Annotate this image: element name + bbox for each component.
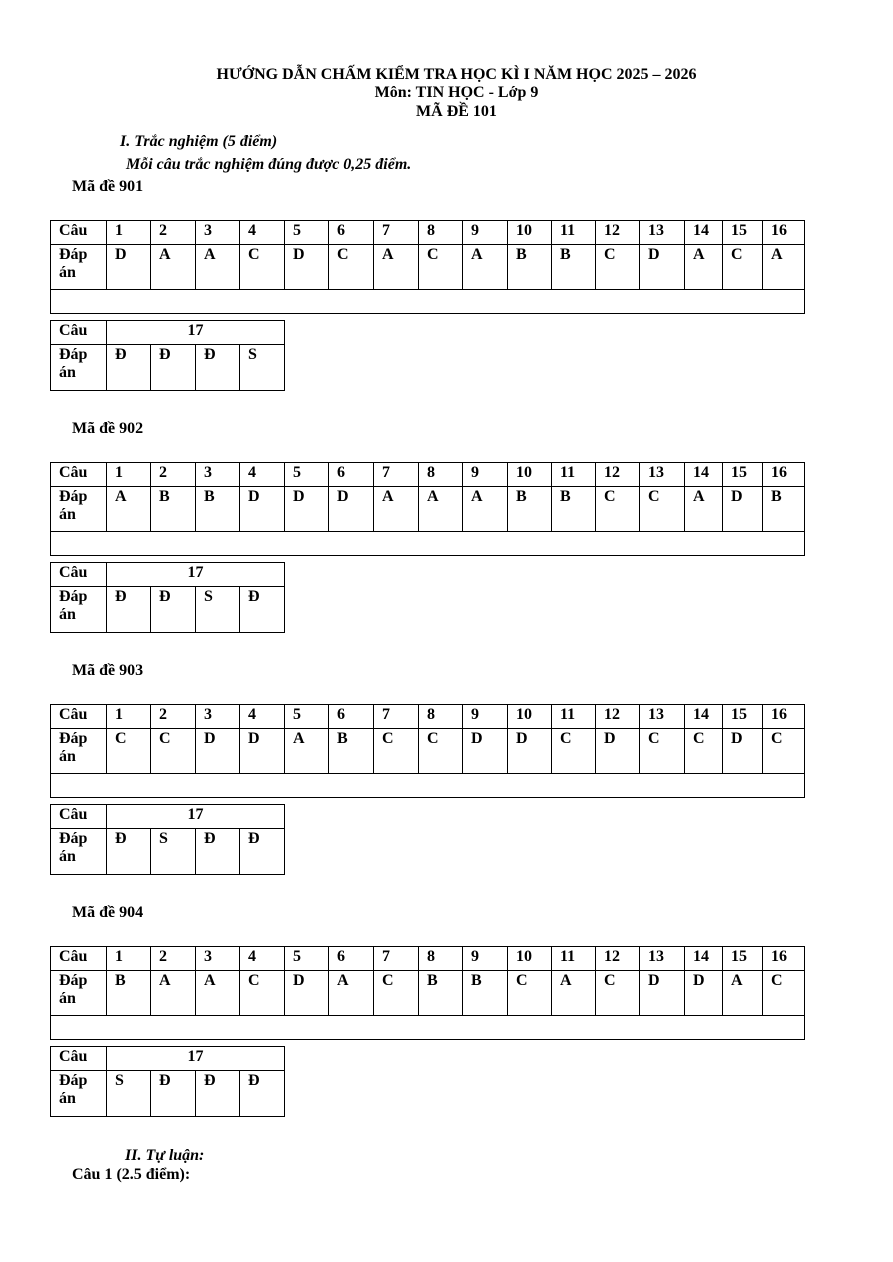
an-label: án (59, 1090, 76, 1107)
true-false-table (50, 804, 285, 875)
tf-answer-cell: S (196, 587, 240, 633)
question-number-cell: 13 (640, 221, 685, 245)
answer-cell: C (763, 971, 805, 1016)
question-number-cell: 16 (763, 705, 805, 729)
answer-cell: D (723, 729, 763, 774)
answer-cell: C (151, 729, 196, 774)
dap-an-header-cell (51, 245, 107, 290)
question-number-cell: 2 (151, 705, 196, 729)
question-number-cell: 10 (508, 221, 552, 245)
version-code-label: Mã đề 901 (72, 178, 144, 195)
answer-cell: A (196, 245, 240, 290)
answer-row (51, 245, 805, 290)
answer-cell: B (508, 245, 552, 290)
cau-header-cell: Câu (51, 321, 107, 345)
question-number-row (51, 705, 805, 729)
question-number-cell: 2 (151, 947, 196, 971)
version-code-label: Mã đề 902 (72, 420, 144, 437)
answer-cell: C (329, 245, 374, 290)
question-number-cell: 8 (419, 221, 463, 245)
answer-cell: A (419, 487, 463, 532)
question-number-cell: 14 (685, 463, 723, 487)
empty-row (51, 774, 805, 798)
dap-label: Đáp (59, 830, 88, 847)
version-code-label: Mã đề 903 (72, 662, 144, 679)
an-label: án (59, 506, 76, 523)
answer-cell: D (240, 487, 285, 532)
question-number-cell: 3 (196, 463, 240, 487)
answer-table (50, 946, 805, 1040)
essay-question-1-label: Câu 1 (2.5 điểm): (72, 1166, 191, 1183)
answer-cell: A (107, 487, 151, 532)
question-number-cell: 9 (463, 705, 508, 729)
question-number-cell: 12 (596, 947, 640, 971)
tf-answer-row (51, 587, 285, 633)
question-number-row (51, 463, 805, 487)
question-number-cell: 5 (285, 221, 329, 245)
dap-label: Đáp (59, 588, 88, 605)
question-number-cell: 11 (552, 221, 596, 245)
dap-label: Đáp (59, 246, 88, 263)
tf-header-row (51, 321, 285, 345)
answer-cell: C (640, 487, 685, 532)
tf-answer-cell: Đ (151, 587, 196, 633)
answer-cell: B (552, 487, 596, 532)
question-number-cell: 3 (196, 221, 240, 245)
answer-cell: C (374, 971, 419, 1016)
answer-cell: A (285, 729, 329, 774)
answer-cell: A (552, 971, 596, 1016)
answer-cell: D (640, 971, 685, 1016)
question-number-cell: 6 (329, 705, 374, 729)
empty-cell (51, 532, 805, 556)
answer-table (50, 220, 805, 314)
question-number-cell: 7 (374, 947, 419, 971)
question-number-cell: 15 (723, 221, 763, 245)
question-number-cell: 3 (196, 705, 240, 729)
tf-answer-cell: Đ (151, 1071, 196, 1117)
answer-cell: C (763, 729, 805, 774)
section-multiple-choice-title: I. Trắc nghiệm (5 điểm) (120, 133, 278, 150)
empty-cell (51, 774, 805, 798)
answer-cell: B (552, 245, 596, 290)
dap-an-header-cell (51, 487, 107, 532)
tf-answer-cell: Đ (240, 587, 285, 633)
tf-answer-row (51, 1071, 285, 1117)
question-number-cell: 9 (463, 463, 508, 487)
question-number-row (51, 221, 805, 245)
answer-cell: C (640, 729, 685, 774)
answer-cell: B (151, 487, 196, 532)
tf-answer-row (51, 829, 285, 875)
question-number-cell: 11 (552, 947, 596, 971)
tf-header-row (51, 563, 285, 587)
question-number-cell: 4 (240, 947, 285, 971)
question-number-cell: 1 (107, 947, 151, 971)
true-false-table (50, 320, 285, 391)
dap-label: Đáp (59, 972, 88, 989)
an-label: án (59, 264, 76, 281)
an-label: án (59, 606, 76, 623)
answer-cell: C (240, 245, 285, 290)
answer-cell: D (596, 729, 640, 774)
question-number-cell: 16 (763, 947, 805, 971)
answer-cell: C (419, 245, 463, 290)
empty-row (51, 532, 805, 556)
answer-cell: A (685, 487, 723, 532)
answer-cell: C (596, 971, 640, 1016)
answer-cell: A (463, 245, 508, 290)
answer-cell: A (463, 487, 508, 532)
dap-an-header-cell (51, 971, 107, 1016)
answer-cell: D (329, 487, 374, 532)
answer-cell: D (508, 729, 552, 774)
question-number-cell: 6 (329, 463, 374, 487)
answer-cell: C (596, 245, 640, 290)
answer-cell: D (107, 245, 151, 290)
question-number-cell: 1 (107, 705, 151, 729)
cau-header-cell: Câu (51, 1047, 107, 1071)
dap-an-header-cell (51, 1071, 107, 1117)
an-label: án (59, 748, 76, 765)
empty-row (51, 1016, 805, 1040)
question-number-cell: 5 (285, 947, 329, 971)
question-number-cell: 4 (240, 705, 285, 729)
answer-cell: D (196, 729, 240, 774)
answer-cell: D (285, 245, 329, 290)
question-number-cell: 12 (596, 705, 640, 729)
tf-answer-cell: Đ (196, 1071, 240, 1117)
tf-answer-cell: Đ (107, 829, 151, 875)
an-label: án (59, 848, 76, 865)
exam-code-line: MÃ ĐỀ 101 (416, 103, 497, 120)
question-number-cell: 4 (240, 463, 285, 487)
tf-answer-cell: S (107, 1071, 151, 1117)
answer-cell: B (107, 971, 151, 1016)
question-number-cell: 4 (240, 221, 285, 245)
answer-cell: B (196, 487, 240, 532)
cau-header-cell: Câu (51, 705, 107, 729)
answer-cell: B (419, 971, 463, 1016)
question-number-cell: 15 (723, 463, 763, 487)
cau-header-cell: Câu (51, 463, 107, 487)
answer-cell: B (508, 487, 552, 532)
dap-an-header-cell (51, 345, 107, 391)
question-number-cell: 12 (596, 463, 640, 487)
dap-label: Đáp (59, 1072, 88, 1089)
answer-cell: C (723, 245, 763, 290)
cau-header-cell: Câu (51, 221, 107, 245)
answer-cell: A (723, 971, 763, 1016)
question-17-cell: 17 (107, 805, 285, 829)
cau-header-cell: Câu (51, 563, 107, 587)
question-17-cell: 17 (107, 563, 285, 587)
section-essay-title: II. Tự luận: (125, 1147, 205, 1164)
question-number-cell: 14 (685, 221, 723, 245)
answer-cell: C (685, 729, 723, 774)
question-17-cell: 17 (107, 321, 285, 345)
question-number-cell: 2 (151, 463, 196, 487)
dap-label: Đáp (59, 346, 88, 363)
answer-cell: B (463, 971, 508, 1016)
answer-cell: C (107, 729, 151, 774)
question-number-cell: 13 (640, 705, 685, 729)
empty-cell (51, 290, 805, 314)
answer-row (51, 971, 805, 1016)
tf-answer-cell: S (240, 345, 285, 391)
dap-an-header-cell (51, 829, 107, 875)
question-number-cell: 1 (107, 221, 151, 245)
question-number-cell: 16 (763, 221, 805, 245)
answer-cell: D (723, 487, 763, 532)
answer-cell: A (151, 245, 196, 290)
question-number-cell: 7 (374, 463, 419, 487)
answer-cell: C (508, 971, 552, 1016)
scoring-note: Mỗi câu trắc nghiệm đúng được 0,25 điểm. (126, 156, 412, 173)
tf-answer-cell: Đ (240, 1071, 285, 1117)
question-number-cell: 10 (508, 947, 552, 971)
cau-header-cell: Câu (51, 805, 107, 829)
answer-table (50, 462, 805, 556)
question-number-cell: 9 (463, 947, 508, 971)
question-number-cell: 14 (685, 705, 723, 729)
answer-cell: B (763, 487, 805, 532)
question-number-cell: 7 (374, 221, 419, 245)
question-17-cell: 17 (107, 1047, 285, 1071)
dap-an-header-cell (51, 729, 107, 774)
question-number-cell: 3 (196, 947, 240, 971)
tf-answer-row (51, 345, 285, 391)
question-number-cell: 13 (640, 463, 685, 487)
question-number-cell: 10 (508, 705, 552, 729)
question-number-cell: 14 (685, 947, 723, 971)
empty-cell (51, 1016, 805, 1040)
question-number-cell: 2 (151, 221, 196, 245)
question-number-cell: 9 (463, 221, 508, 245)
answer-row (51, 729, 805, 774)
answer-cell: A (374, 245, 419, 290)
answer-cell: C (374, 729, 419, 774)
answer-cell: C (240, 971, 285, 1016)
dap-label: Đáp (59, 488, 88, 505)
question-number-cell: 5 (285, 705, 329, 729)
answer-cell: A (151, 971, 196, 1016)
question-number-cell: 6 (329, 947, 374, 971)
answer-cell: D (285, 487, 329, 532)
tf-header-row (51, 805, 285, 829)
question-number-cell: 11 (552, 705, 596, 729)
answer-cell: A (763, 245, 805, 290)
question-number-cell: 10 (508, 463, 552, 487)
question-number-cell: 12 (596, 221, 640, 245)
answer-cell: D (685, 971, 723, 1016)
question-number-cell: 6 (329, 221, 374, 245)
tf-answer-cell: Đ (107, 587, 151, 633)
tf-header-row (51, 1047, 285, 1071)
an-label: án (59, 990, 76, 1007)
true-false-table (50, 562, 285, 633)
answer-cell: A (196, 971, 240, 1016)
answer-cell: D (285, 971, 329, 1016)
answer-cell: B (329, 729, 374, 774)
question-number-cell: 13 (640, 947, 685, 971)
answer-cell: A (329, 971, 374, 1016)
true-false-table (50, 1046, 285, 1117)
question-number-cell: 16 (763, 463, 805, 487)
question-number-cell: 15 (723, 705, 763, 729)
question-number-cell: 1 (107, 463, 151, 487)
answer-cell: A (374, 487, 419, 532)
answer-cell: C (419, 729, 463, 774)
dap-an-header-cell (51, 587, 107, 633)
version-code-label: Mã đề 904 (72, 904, 144, 921)
cau-header-cell: Câu (51, 947, 107, 971)
an-label: án (59, 364, 76, 381)
tf-answer-cell: Đ (196, 345, 240, 391)
question-number-cell: 8 (419, 947, 463, 971)
tf-answer-cell: S (151, 829, 196, 875)
dap-label: Đáp (59, 730, 88, 747)
question-number-row (51, 947, 805, 971)
tf-answer-cell: Đ (196, 829, 240, 875)
empty-row (51, 290, 805, 314)
answer-cell: D (463, 729, 508, 774)
question-number-cell: 15 (723, 947, 763, 971)
answer-table (50, 704, 805, 798)
answer-cell: D (640, 245, 685, 290)
question-number-cell: 5 (285, 463, 329, 487)
document-title: HƯỚNG DẪN CHẤM KIỂM TRA HỌC KÌ I NĂM HỌC 2025 – 2026 (216, 66, 697, 83)
answer-cell: C (596, 487, 640, 532)
question-number-cell: 11 (552, 463, 596, 487)
question-number-cell: 8 (419, 463, 463, 487)
tf-answer-cell: Đ (107, 345, 151, 391)
answer-row (51, 487, 805, 532)
question-number-cell: 7 (374, 705, 419, 729)
answer-cell: A (685, 245, 723, 290)
question-number-cell: 8 (419, 705, 463, 729)
tf-answer-cell: Đ (240, 829, 285, 875)
answer-cell: C (552, 729, 596, 774)
answer-cell: D (240, 729, 285, 774)
tf-answer-cell: Đ (151, 345, 196, 391)
subject-line: Môn: TIN HỌC - Lớp 9 (374, 84, 539, 101)
